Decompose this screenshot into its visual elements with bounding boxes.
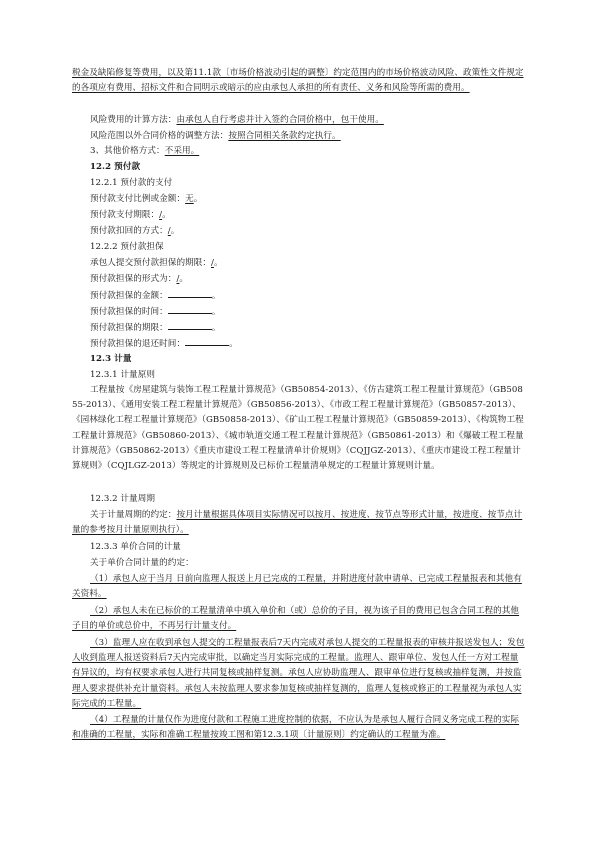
section-12-2-1-heading: 12.2.1 预付款的支付 [90, 178, 173, 188]
guarantee-amount-line [90, 288, 526, 304]
guarantee-form-label: 预付款担保的形式为： [90, 274, 177, 284]
guarantee-form-line [90, 272, 526, 287]
guarantee-form-end: 。 [179, 274, 189, 284]
guarantee-period-label: 预付款担保的期限： [90, 323, 168, 333]
guarantee-amount-blank [168, 288, 212, 298]
unit-price-item-3: （3）监理人应在收到承包人提交的工程量报表后7天内完成对承包人提交的工程量报表的审核并报送发包人；发包人收到监理人报送资料后7天内完成审批，以确定当月实际完成的工程量。监理人、跟审单位、发包人任一方对工程量有异议的，均有权要求承包人进行共同复核或抽样复测。承包人应协助监理人、跟审单位进行复核或抽样复测，并按监理人要求提供补充计量资料。承包人未按监理人要求参加复核或抽样复测的，监理人复核或修正的工程量视为承包人实际完成的工程量。 [72, 638, 525, 709]
unit-price-item-2: （2）承包人未在已标价的工程量清单中填入单价和（或）总价的子目，视为该子目的费用已包含合同工程的其他子目的单价或总价中，不再另行计量支付。 [72, 606, 520, 632]
guarantee-return-blank [185, 336, 229, 346]
advance-ratio-label: 预付款支付比例或金额： [90, 194, 186, 204]
guarantee-submit-value: / [211, 258, 214, 268]
advance-term-value: / [159, 210, 163, 220]
unit-price-item-4: （4）工程量的计量仅作为进度付款和工程施工进度控制的依据，不应认为是承包人履行合同义务完成工程的实际和准确的工程量，实际和准确工程量按竣工图和第12.3.1项〔计量原则〕约定确认的工程量为准。 [72, 715, 520, 741]
risk-outside-label: 风险范围以外合同价格的调整方法： [90, 131, 229, 141]
guarantee-time-end: 。 [211, 307, 221, 317]
other-price-value: 不采用。 [164, 146, 200, 156]
guarantee-return-end: 。 [229, 339, 238, 349]
section-12-3-heading: 12.3 计量 [90, 354, 132, 364]
advance-ratio-value: 无 [185, 194, 194, 204]
guarantee-period-end: 。 [211, 323, 221, 333]
advance-term-end: 。 [162, 210, 171, 220]
other-price-line [72, 144, 526, 159]
unit-price-label: 关于单价合同计量的约定： [90, 558, 194, 568]
measurement-principle-paragraph: 工程量按《房屋建筑与装饰工程工程量计算规范》（GB50854-2013）、《仿古建筑工程工程量计算规范》（GB50855-2013）、《通用安装工程工程量计算规范》（GB50856-2013）、《市政工程工程量计算规范》（GB50857-2013）、《园林绿化工程工程量计算规范》（GB50858-2013）、《矿山工程工程量计算规范》（GB50859-2013）、《构筑物工程工程量计算规范》（GB50860-2013）、《城市轨道交通工程工程量计算规范》（GB50861-2013）和《爆破工程工程量计算规范》（GB50862-2013）《重庆市建设工程工程量清单计价规则》（CQJJGZ-2013）、《重庆市建设工程工程量计算规则》（CQJLGZ-2013）等规定的计算规则及已标价工程量清单规定的工程量计算规则计量。 [72, 385, 524, 472]
advance-ratio-end: 。 [193, 194, 203, 204]
guarantee-time-line [90, 304, 526, 320]
risk-outside-line [72, 129, 526, 144]
guarantee-submit-line [90, 256, 526, 271]
section-12-2-heading: 12.2 预付款 [90, 162, 141, 172]
risk-fee-line [72, 113, 526, 128]
risk-fee-label: 风险费用的计算方法： [90, 115, 177, 125]
advance-deduct-value: / [167, 226, 171, 236]
advance-deduct-end: 。 [170, 226, 180, 236]
guarantee-time-label: 预付款担保的时间： [90, 307, 168, 317]
risk-fee-value: 由承包人自行考虑并计入签约合同价格中，包干使用。 [176, 115, 384, 125]
section-12-3-2-heading: 12.3.2 计量周期 [90, 494, 155, 504]
measurement-cycle-label: 关于计量周期的约定： [90, 510, 177, 520]
guarantee-period-line [90, 320, 526, 336]
advance-deduct-label: 预付款扣回的方式： [90, 226, 168, 236]
section-12-2-2-heading: 12.2.2 预付款担保 [90, 242, 164, 252]
advance-term-label: 预付款支付期限： [90, 210, 160, 220]
unit-price-item-1: （1）承包人应于当月 日前向监理人报送上月已完成的工程量，并附进度付款申请单、已完成工程量报表和其他有关资料。 [72, 574, 522, 600]
section-12-3-1-heading: 12.3.1 计量原则 [90, 370, 155, 380]
risk-outside-value: 按照合同相关条款约定执行。 [228, 131, 341, 141]
guarantee-form-value: / [176, 274, 180, 284]
advance-term-line [90, 208, 526, 223]
advance-ratio-line [90, 192, 526, 207]
measurement-cycle-paragraph [72, 508, 526, 538]
guarantee-return-label: 预付款担保的退还时间： [90, 339, 186, 349]
guarantee-return-line [90, 336, 526, 352]
measurement-cycle-value: 按月计量根据具体项目实际情况可以按月、按进度、按节点等形式计量，按进度、按节点计量的参考按月计量原则执行）。 [72, 510, 523, 536]
guarantee-period-blank [168, 320, 212, 330]
guarantee-amount-end: 。 [211, 291, 221, 301]
section-12-3-3-heading: 12.3.3 单价合同的计量 [90, 542, 181, 552]
other-price-label: 3、其他价格方式： [90, 146, 165, 156]
guarantee-submit-label: 承包人提交预付款担保的期限： [90, 258, 212, 268]
paragraph-risk-scope: 税金及缺陷修复等费用，以及第11.1款〔市场价格波动引起的调整〕约定范围内的市场价格波动风险、政策性文件规定的各项应有费用、招标文件和合同明示或暗示的应由承包人承担的所有责任、义务和风险等所需的费用。 [72, 68, 524, 94]
guarantee-amount-label: 预付款担保的金额： [90, 291, 168, 301]
guarantee-time-blank [168, 304, 212, 314]
advance-deduct-line [90, 224, 526, 239]
guarantee-submit-end: 。 [213, 258, 223, 268]
